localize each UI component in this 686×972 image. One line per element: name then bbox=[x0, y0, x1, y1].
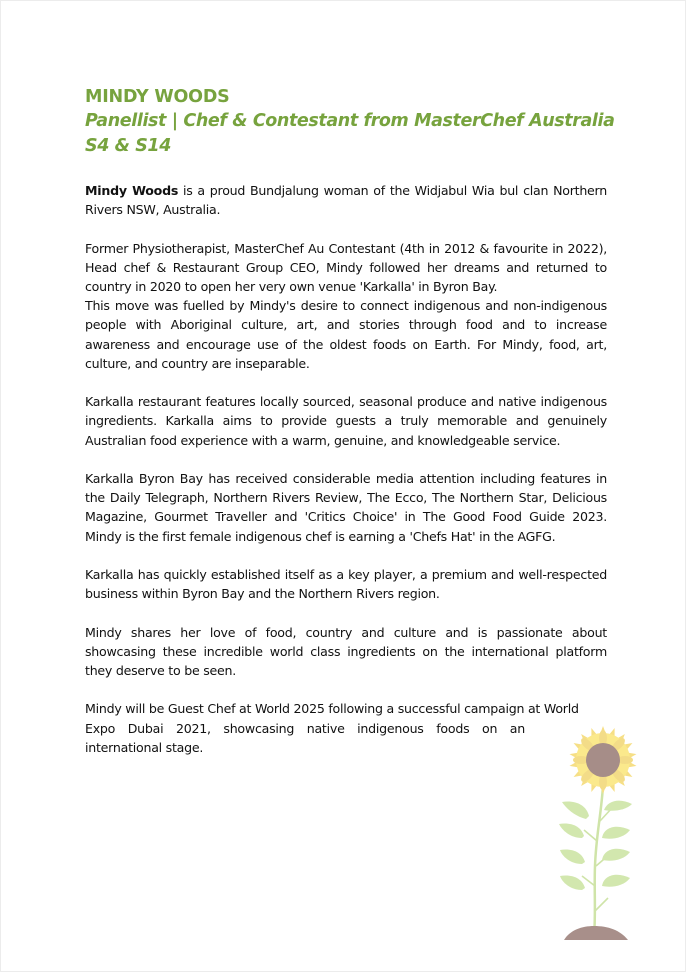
speaker-name: MINDY WOODS bbox=[85, 87, 230, 107]
bio-content bbox=[85, 85, 615, 757]
bio-intro bbox=[85, 181, 607, 219]
speaker-role: Panellist | Chef & Contestant from MasterChef Australia S4 & S14 bbox=[85, 111, 615, 156]
bio-paragraph-guest-chef bbox=[85, 699, 607, 757]
bio-paragraph-motivation: This move was fuelled by Mindy's desire to connect indigenous and non-indigenous people with Aboriginal culture, art, and stories through food and to increase awareness and encourage use of the oldest foods on Earth. For Mindy, food, art, culture, and country are inseparable. bbox=[85, 298, 607, 371]
bio-paragraph-career: Former Physiotherapist, MasterChef Au Contestant (4th in 2012 & favourite in 2022), Head chef & Restaurant Group CEO, Mindy followed her dreams and returned to country in 2020 to open her very own venue 'Karkalla' in Byron Bay. bbox=[85, 240, 607, 294]
sunflower-icon bbox=[556, 726, 646, 946]
bio-paragraph-passion: Mindy shares her love of food, country and culture and is passionate about showcasing these incredible world class ingredients on the international platform they deserve to be seen. bbox=[85, 624, 607, 678]
bio-body bbox=[85, 181, 607, 757]
guest-chef-line-3: international stage. bbox=[85, 739, 204, 755]
bio-intro-name: Mindy Woods bbox=[85, 183, 179, 198]
bio-paragraph-restaurant: Karkalla restaurant features locally sourced, seasonal produce and native indigenous ingredients. Karkalla aims to provide guests a truly memorable and genuinely Australian food experience with a warm, genuine, and knowledgeable service. bbox=[85, 394, 607, 448]
bio-paragraph-media: Karkalla Byron Bay has received considerable media attention including features in the Daily Telegraph, Northern Rivers Review, The Ecco, The Northern Star, Delicious Magazine, Gourmet Traveller and 'Critics Choice' in The Good Food Guide 2023. Mindy is the first female indigenous chef is earning a 'Chefs Hat' in the AGFG. bbox=[85, 471, 607, 544]
guest-chef-line-1: Mindy will be Guest Chef at World 2025 following a successful campaign at World bbox=[85, 701, 579, 717]
bio-paragraph-reputation: Karkalla has quickly established itself as a key player, a premium and well-respected business within Byron Bay and the Northern Rivers region. bbox=[85, 567, 607, 602]
bio-intro-text: is a proud Bundjalung woman of the Widjabul Wia bul clan Northern Rivers NSW, Australia. bbox=[85, 183, 607, 218]
guest-chef-line-2: Expo Dubai 2021, showcasing native indigenous foods on an bbox=[85, 720, 525, 736]
